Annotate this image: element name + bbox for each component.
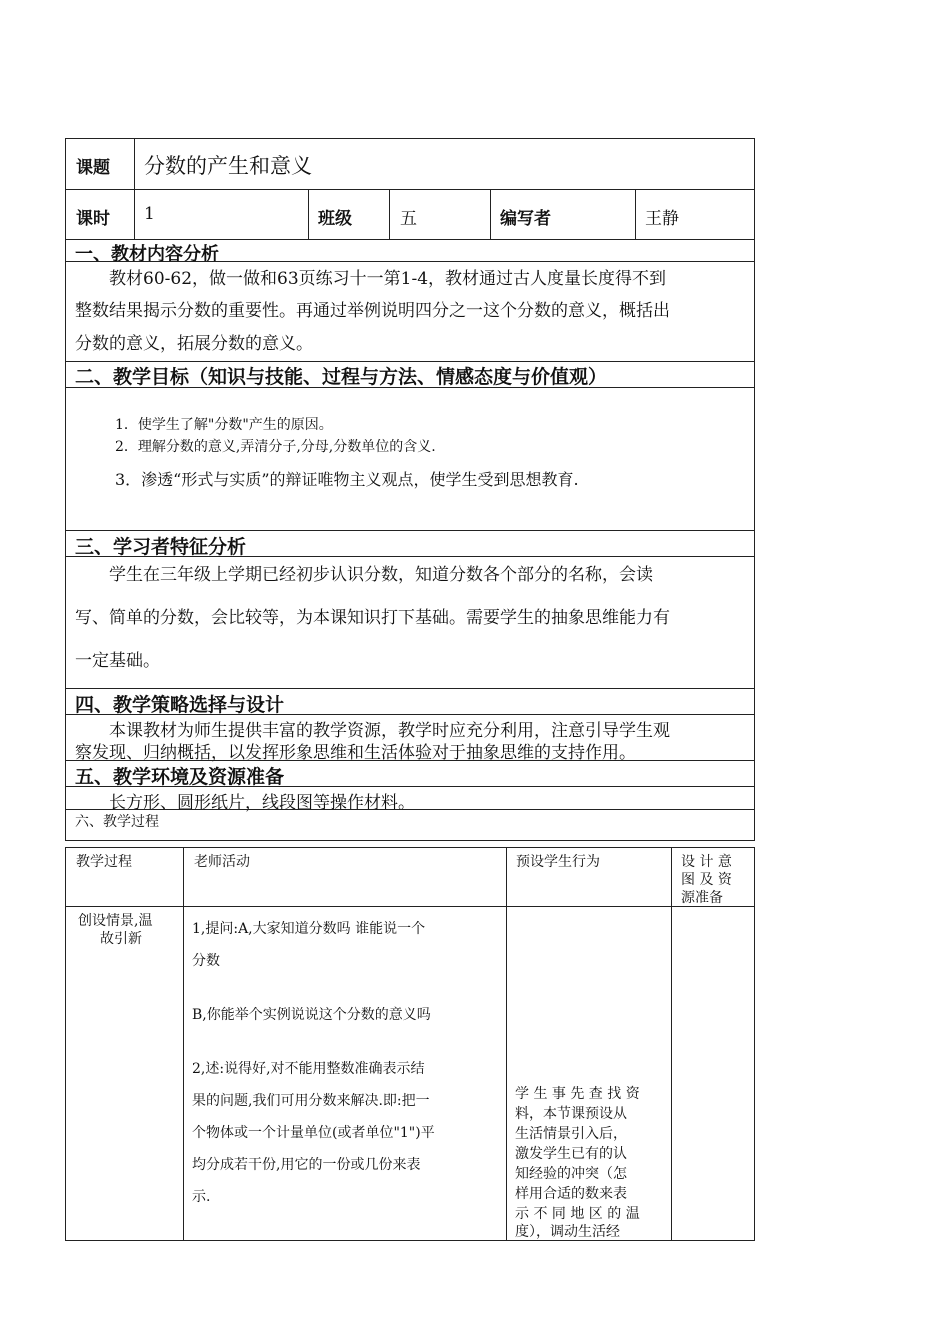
student-behavior-line: 度），调动生活经 — [515, 1224, 620, 1240]
teacher-activity-line: 均分成若干份,用它的一份或几份来表 — [192, 1157, 421, 1173]
section-1-line: 整数结果揭示分数的重要性。再通过举例说明四分之一这个分数的意义，概括出 — [75, 301, 670, 321]
student-behavior-line: 示 不 同 地 区 的 温 — [515, 1206, 640, 1222]
col-header-design: 设 计 意 — [681, 854, 732, 870]
teacher-activity-line: 果的问题,我们可用分数来解决.即:把一 — [192, 1093, 430, 1109]
section-4-line: 察发现、归纳概括，以发挥形象思维和生活体验对于抽象思维的支持作用。 — [75, 743, 636, 763]
section-divider — [65, 556, 755, 557]
teacher-activity-line: 1,提问:A,大家知道分数吗 谁能说一个 — [192, 921, 426, 937]
teacher-activity-line: 2,述:说得好,对不能用整数准确表示结 — [192, 1061, 425, 1077]
header-col-line — [490, 189, 491, 240]
section-divider — [65, 714, 755, 715]
section-divider — [65, 840, 755, 841]
section-divider — [65, 688, 755, 689]
objective-item: 3．渗透“形式与实质”的辩证唯物主义观点，使学生受到思想教育. — [115, 470, 579, 489]
header-col-line — [134, 138, 135, 240]
teacher-activity-line: 分数 — [192, 953, 220, 969]
student-behavior-line: 样用合适的数来表 — [515, 1186, 627, 1202]
teacher-activity-line: 示. — [192, 1189, 211, 1205]
section-5-title: 五、教学环境及资源准备 — [75, 766, 285, 788]
col-header-student: 预设学生行为 — [516, 854, 600, 870]
process-col-line — [671, 847, 672, 1241]
period-value: 1 — [144, 204, 155, 224]
class-label: 班级 — [318, 209, 352, 229]
section-1-line: 教材60-62，做一做和63页练习十一第1-4，教材通过古人度量长度得不到 — [109, 269, 667, 289]
objective-item: 2．理解分数的意义,弄清分子,分母,分数单位的含义. — [115, 439, 436, 455]
section-2-title: 二、教学目标（知识与技能、过程与方法、情感态度与价值观） — [75, 366, 608, 388]
section-divider — [65, 786, 755, 787]
class-value: 五 — [400, 209, 417, 229]
header-col-line — [635, 189, 636, 240]
section-3-title: 三、学习者特征分析 — [75, 536, 247, 558]
section-divider — [65, 760, 755, 761]
student-behavior-line: 激发学生已有的认 — [515, 1146, 627, 1162]
topic-label: 课题 — [76, 158, 110, 178]
section-divider — [65, 387, 755, 388]
header-col-line — [389, 189, 390, 240]
header-divider — [65, 189, 755, 190]
col-header-stage: 教学过程 — [76, 854, 132, 870]
teacher-activity-line: B,你能举个实例说说这个分数的意义吗 — [192, 1007, 431, 1023]
section-divider — [65, 261, 755, 262]
section-6-title: 六、教学过程 — [75, 814, 159, 830]
process-col-line — [183, 847, 184, 1241]
col-header-design: 图 及 资 — [681, 872, 732, 888]
section-3-line: 写、简单的分数，会比较等，为本课知识打下基础。需要学生的抽象思维能力有 — [75, 608, 670, 628]
student-behavior-line: 料，本节课预设从 — [515, 1106, 627, 1122]
student-behavior-line: 知经验的冲突（怎 — [515, 1166, 627, 1182]
teacher-activity-line: 个物体或一个计量单位(或者单位"1")平 — [192, 1125, 435, 1141]
stage-cell: 创设情景,温 — [78, 913, 153, 929]
author-label: 编写者 — [500, 209, 551, 229]
col-header-design: 源准备 — [681, 890, 723, 906]
section-1-title: 一、教材内容分析 — [75, 244, 219, 265]
student-behavior-line: 生活情景引入后， — [515, 1126, 627, 1142]
col-header-teacher: 老师活动 — [194, 854, 250, 870]
frame-right — [754, 240, 755, 840]
section-4-title: 四、教学策略选择与设计 — [75, 694, 285, 716]
section-5-line: 长方形、圆形纸片，线段图等操作材料。 — [109, 793, 415, 813]
stage-cell: 故引新 — [100, 931, 142, 947]
frame-left — [65, 240, 66, 840]
section-1-line: 分数的意义，拓展分数的意义。 — [75, 334, 313, 354]
section-divider — [65, 530, 755, 531]
author-value: 王静 — [645, 209, 679, 229]
topic-value: 分数的产生和意义 — [144, 154, 312, 178]
section-3-line: 学生在三年级上学期已经初步认识分数，知道分数各个部分的名称，会读 — [109, 565, 653, 585]
header-col-line — [308, 189, 309, 240]
process-col-line — [506, 847, 507, 1241]
section-4-line: 本课教材为师生提供丰富的教学资源，教学时应充分利用，注意引导学生观 — [109, 721, 670, 741]
process-header-divider — [65, 906, 755, 907]
student-behavior-line: 学 生 事 先 查 找 资 — [515, 1086, 640, 1102]
section-3-line: 一定基础。 — [75, 651, 160, 671]
period-label: 课时 — [76, 209, 110, 229]
objective-item: 1．使学生了解"分数"产生的原因。 — [115, 417, 333, 433]
section-divider — [65, 809, 755, 810]
